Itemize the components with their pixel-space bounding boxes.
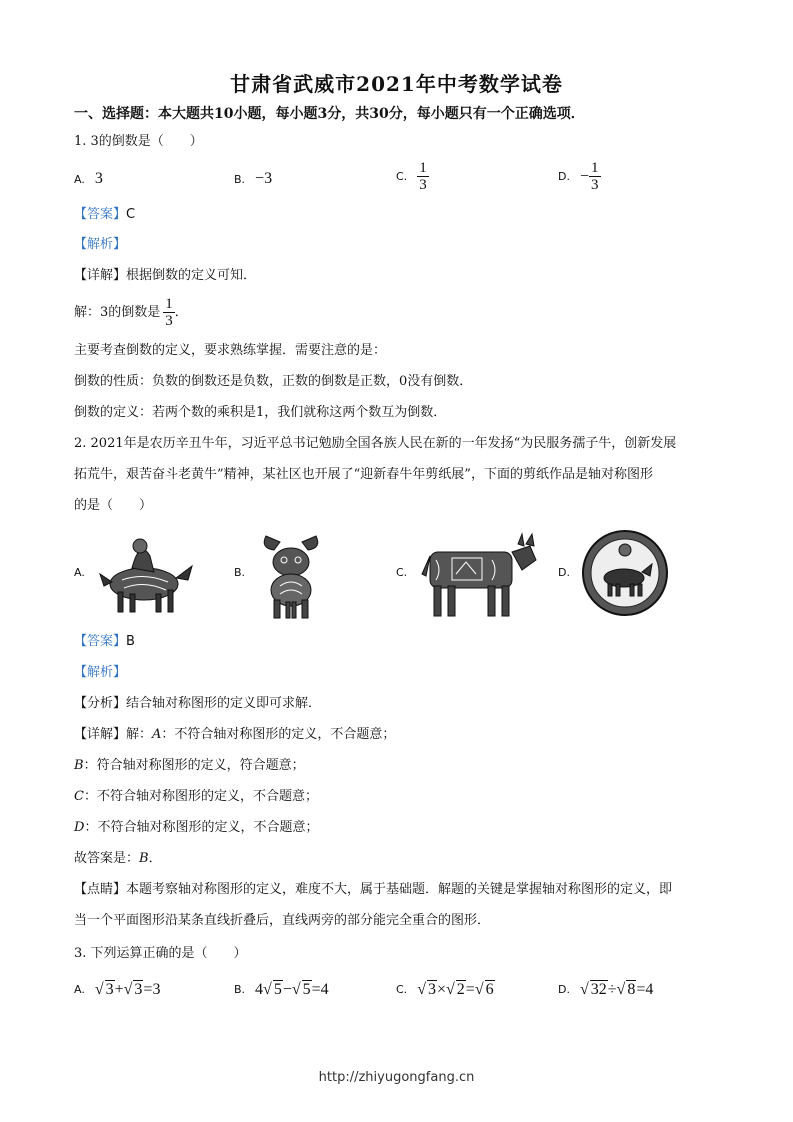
answer-tag: 【答案】 bbox=[74, 634, 127, 649]
q1-solution bbox=[74, 296, 719, 329]
option-value: 3 bbox=[94, 170, 103, 187]
option-label: C. bbox=[396, 170, 408, 183]
fraction-numerator: 1 bbox=[165, 296, 173, 312]
result: =4 bbox=[636, 981, 654, 998]
papercut-round-ox-image bbox=[580, 528, 670, 618]
detail-text: ：不符合轴对称图形的定义，不合题意； bbox=[84, 820, 319, 835]
q2-conclusion bbox=[74, 849, 719, 869]
option-label: B. bbox=[234, 172, 246, 186]
papercut-ox-rider-image bbox=[92, 528, 198, 618]
answer-tag: 【答案】 bbox=[74, 207, 127, 222]
fraction-numerator: 1 bbox=[591, 160, 599, 176]
answer-value: C bbox=[126, 207, 136, 222]
option-letter: B bbox=[74, 758, 84, 773]
fraction-denominator: 3 bbox=[591, 177, 599, 193]
radicand: 3 bbox=[105, 981, 114, 998]
q1-option-b bbox=[234, 170, 272, 188]
fraction-denominator: 3 bbox=[165, 313, 173, 329]
section-heading: 一、选择题：本大题共10小题，每小题3分，共30分，每小题只有一个正确选项． bbox=[74, 106, 585, 122]
option-fraction bbox=[589, 160, 601, 193]
option-label: B. bbox=[234, 983, 246, 996]
q2-comment-line-1: 【点睛】本题考察轴对称图形的定义，难度不大，属于基础题．解题的关键是掌握轴对称图形的定义，即 bbox=[74, 882, 673, 897]
page-title: 甘肃省武威市2021年中考数学试卷 bbox=[230, 72, 563, 96]
option-letter: D bbox=[74, 820, 85, 835]
q3-option-d bbox=[558, 980, 653, 999]
result: =4 bbox=[311, 981, 329, 998]
radicand: 5 bbox=[302, 981, 311, 998]
fraction-denominator: 3 bbox=[419, 177, 427, 193]
option-expression: 4√ 5−√ 5=4 bbox=[255, 981, 329, 998]
q2-analysis-tag: 【解析】 bbox=[74, 665, 127, 680]
detail-text: ：不符合轴对称图形的定义，不合题意； bbox=[161, 727, 396, 742]
option-expression: √ 32÷√ 8=4 bbox=[579, 981, 654, 998]
operator: − bbox=[282, 981, 292, 998]
option-fraction bbox=[417, 160, 429, 193]
option-expression: √ 3×√ 2=√ 6 bbox=[417, 981, 494, 998]
radicand: 8 bbox=[627, 981, 636, 998]
q1-stem: 1. 3的倒数是（ ） bbox=[74, 134, 203, 149]
operator: ÷ bbox=[607, 981, 617, 998]
option-label: A. bbox=[74, 983, 85, 996]
radicand: 3 bbox=[427, 981, 436, 998]
option-label: C. bbox=[396, 983, 408, 996]
option-label: D. bbox=[558, 170, 570, 183]
q1-option-d bbox=[558, 160, 601, 193]
q3-option-a bbox=[74, 980, 160, 999]
detail-text: ：不符合轴对称图形的定义，不合题意； bbox=[83, 789, 318, 804]
solution-suffix: ． bbox=[174, 304, 188, 320]
option-label: A. bbox=[74, 172, 85, 186]
solution-prefix: 解：3的倒数是 bbox=[74, 304, 161, 320]
q3-option-b bbox=[234, 980, 329, 999]
radicand: 6 bbox=[485, 981, 494, 998]
q2-analyze: 【分析】结合轴对称图形的定义即可求解． bbox=[74, 696, 322, 711]
radicand: 5 bbox=[273, 981, 282, 998]
coefficient: 4 bbox=[255, 981, 264, 998]
radicand: 3 bbox=[134, 981, 143, 998]
q1-detail: 【详解】根据倒数的定义可知． bbox=[74, 268, 257, 283]
papercut-symmetric-ox-image bbox=[256, 528, 326, 620]
q1-answer bbox=[74, 205, 719, 225]
q2-detail-b bbox=[74, 756, 719, 776]
q1-note-2: 倒数的性质：负数的倒数还是负数，正数的倒数是正数，0没有倒数． bbox=[74, 374, 473, 389]
operator: × bbox=[436, 981, 446, 998]
q2-detail-d bbox=[74, 818, 719, 838]
q2-stem-line-3: 的是（ ） bbox=[74, 498, 153, 513]
option-sign: − bbox=[579, 167, 589, 185]
option-label: D. bbox=[558, 983, 570, 996]
option-expression: √ 3+√ 3=3 bbox=[94, 981, 161, 998]
q2-option-c bbox=[396, 566, 417, 579]
option-label: B. bbox=[234, 566, 246, 579]
conclusion-letter: B bbox=[139, 851, 149, 866]
answer-value: B bbox=[126, 634, 135, 649]
conclusion-suffix: ． bbox=[148, 851, 162, 866]
q1-option-a bbox=[74, 170, 103, 188]
option-value: −3 bbox=[255, 170, 273, 187]
q3-option-c bbox=[396, 980, 495, 999]
detail-prefix: 【详解】解： bbox=[74, 727, 153, 742]
q2-detail-a bbox=[74, 725, 719, 745]
q2-option-d bbox=[558, 566, 580, 579]
q2-option-b bbox=[234, 566, 255, 579]
q1-option-c bbox=[396, 160, 429, 193]
option-letter: C bbox=[74, 789, 84, 804]
q1-note-1: 主要考查倒数的定义，要求熟练掌握．需要注意的是： bbox=[74, 343, 387, 358]
option-label: A. bbox=[74, 566, 85, 579]
option-label: C. bbox=[396, 566, 408, 579]
radicand: 2 bbox=[456, 981, 465, 998]
option-letter: A bbox=[152, 727, 162, 742]
q2-comment-line-2: 当一个平面图形沿某条直线折叠后，直线两旁的部分能完全重合的图形． bbox=[74, 913, 491, 928]
footer-url[interactable]: http://zhiyugongfang.cn bbox=[318, 1070, 475, 1085]
q3-stem: 3. 下列运算正确的是（ ） bbox=[74, 946, 247, 961]
fraction-numerator: 1 bbox=[419, 160, 427, 176]
result: =3 bbox=[143, 981, 161, 998]
operator: = bbox=[465, 981, 475, 998]
papercut-standing-ox-image bbox=[418, 530, 542, 620]
option-label: D. bbox=[558, 566, 570, 579]
q2-stem-line-1: 2. 2021年是农历辛丑牛年，习近平总书记勉励全国各族人民在新的一年发扬“为民服务孺子牛，创新发展 bbox=[74, 436, 677, 451]
solution-fraction bbox=[163, 296, 175, 329]
operator: + bbox=[114, 981, 124, 998]
conclusion-prefix: 故答案是： bbox=[74, 851, 140, 866]
q1-analysis-tag: 【解析】 bbox=[74, 237, 127, 252]
q2-detail-c bbox=[74, 787, 719, 807]
q1-note-3: 倒数的定义：若两个数的乘积是1，我们就称这两个数互为倒数． bbox=[74, 405, 447, 420]
q2-answer bbox=[74, 632, 719, 652]
detail-text: ：符合轴对称图形的定义，符合题意； bbox=[83, 758, 305, 773]
q2-stem-line-2: 拓荒牛，艰苦奋斗老黄牛”精神，某社区也开展了“迎新春牛年剪纸展”，下面的剪纸作品是轴对称图形 bbox=[74, 467, 653, 482]
radicand: 32 bbox=[590, 981, 607, 998]
